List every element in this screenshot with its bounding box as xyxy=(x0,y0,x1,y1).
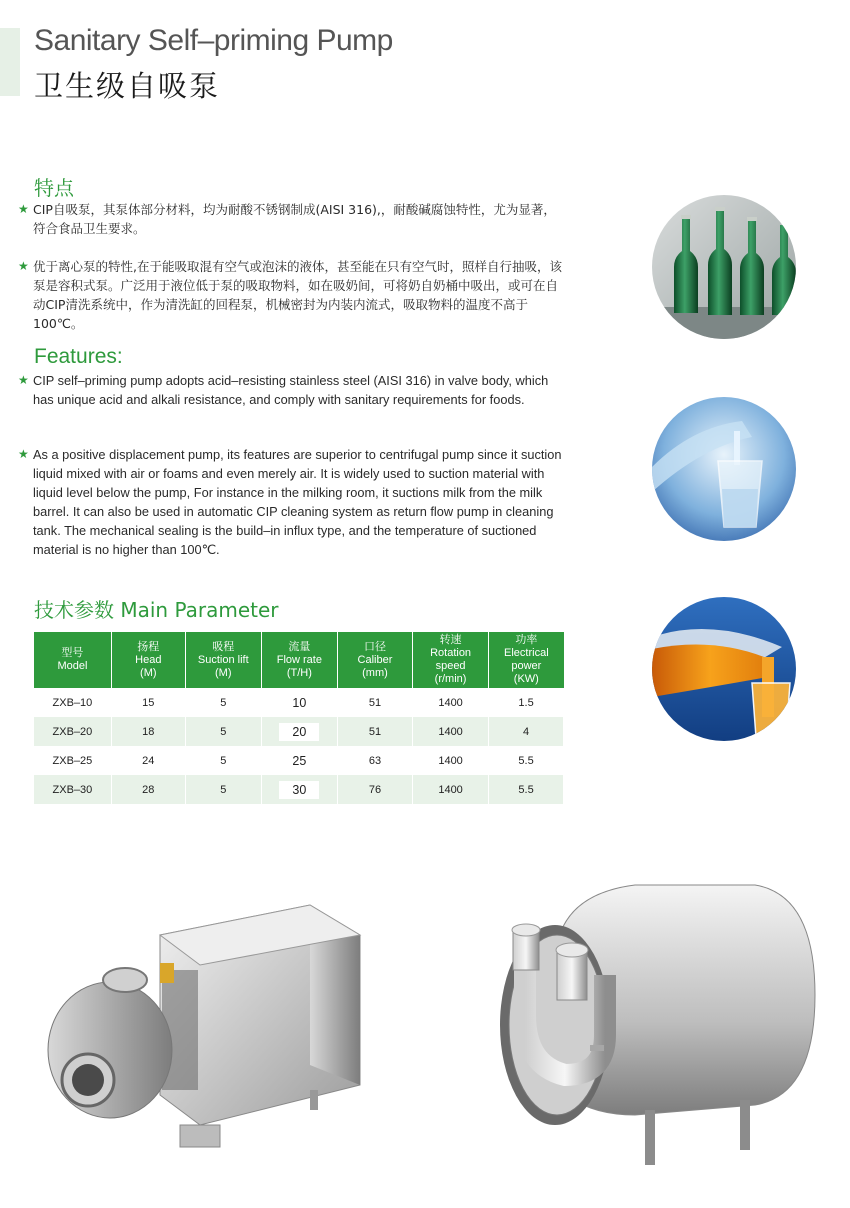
feature-en-item-1 xyxy=(18,371,568,409)
page-title-cn: 卫生级自吸泵 xyxy=(34,69,221,103)
cell-caliber: 51 xyxy=(337,688,412,717)
water-glass-photo xyxy=(652,397,796,541)
star-bullet-icon: ★ xyxy=(18,447,29,461)
cell-flow: 10 xyxy=(261,688,337,717)
green-bottles-photo xyxy=(652,195,796,339)
table-row xyxy=(34,688,564,717)
pump-side-photo xyxy=(495,875,820,1175)
feature-cn-text-2: 优于离心泵的特性,在于能吸取混有空气或泡沫的液体，甚至能在只有空气时，照样自行抽吸，该泵是容积式泵。广泛用于液位低于泵的吸取物料，如在吸奶间，可将奶自奶桶中吸出，或可在自动CIP清洗系统中，作为清洗缸的回程泵，机械密封为内装内流式，吸取物料的温度不高于100℃。 xyxy=(33,259,562,331)
cell-head: 15 xyxy=(111,688,185,717)
cell-rotation: 1400 xyxy=(412,717,488,746)
cell-power: 5.5 xyxy=(489,775,564,804)
star-bullet-icon: ★ xyxy=(18,373,29,387)
cell-rotation: 1400 xyxy=(412,775,488,804)
cell-caliber: 76 xyxy=(337,775,412,804)
col-header-power: 功率 Electrical power (KW) xyxy=(489,632,564,688)
feature-cn-item-2 xyxy=(18,257,568,333)
juice-pour-photo xyxy=(652,597,796,741)
star-bullet-icon: ★ xyxy=(18,259,29,273)
cell-suction: 5 xyxy=(185,746,261,775)
feature-en-item-2 xyxy=(18,445,568,559)
cell-head: 18 xyxy=(111,717,185,746)
cell-power: 4 xyxy=(489,717,564,746)
cell-power: 5.5 xyxy=(489,746,564,775)
col-header-caliber: 口径 Caliber (mm) xyxy=(337,632,412,688)
page-title-en: Sanitary Self–priming Pump xyxy=(34,24,393,57)
cell-suction: 5 xyxy=(185,688,261,717)
cell-model: ZXB–20 xyxy=(34,717,111,746)
cell-rotation: 1400 xyxy=(412,688,488,717)
feature-cn-item-1 xyxy=(18,200,568,238)
col-header-flow: 流量 Flow rate (T/H) xyxy=(261,632,337,688)
feature-en-text-1: CIP self–priming pump adopts acid–resisting stainless steel (AISI 316) in valve body, which has unique acid and alkali resistance, and comply with sanitary requirements for foods. xyxy=(33,373,549,407)
pump-front-photo xyxy=(40,875,370,1175)
table-row xyxy=(34,775,564,804)
cell-model: ZXB–25 xyxy=(34,746,111,775)
cell-rotation: 1400 xyxy=(412,746,488,775)
cell-suction: 5 xyxy=(185,717,261,746)
cell-caliber: 63 xyxy=(337,746,412,775)
cell-head: 28 xyxy=(111,775,185,804)
cell-flow: 20 xyxy=(261,717,337,746)
table-row xyxy=(34,746,564,775)
cell-model: ZXB–10 xyxy=(34,688,111,717)
table-header-row xyxy=(34,632,564,688)
col-header-suction: 吸程 Suction lift (M) xyxy=(185,632,261,688)
title-accent-bar xyxy=(0,28,20,96)
cell-caliber: 51 xyxy=(337,717,412,746)
star-bullet-icon: ★ xyxy=(18,202,29,216)
cell-flow: 25 xyxy=(261,746,337,775)
col-header-model: 型号 Model xyxy=(34,632,111,688)
features-cn-heading: 特点 xyxy=(34,176,74,200)
cell-model: ZXB–30 xyxy=(34,775,111,804)
features-en-heading: Features: xyxy=(34,345,123,368)
cell-flow: 30 xyxy=(261,775,337,804)
cell-suction: 5 xyxy=(185,775,261,804)
col-header-head: 扬程 Head (M) xyxy=(111,632,185,688)
parameter-table xyxy=(34,632,564,804)
cell-head: 24 xyxy=(111,746,185,775)
table-row xyxy=(34,717,564,746)
params-heading: 技术参数 Main Parameter xyxy=(34,598,279,622)
feature-cn-text-1: CIP自吸泵，其泵体部分材料，均为耐酸不锈钢制成(AISI 316),，耐酸碱腐蚀特性，尤为显著，符合食品卫生要求。 xyxy=(33,202,556,236)
feature-en-text-2: As a positive displacement pump, its features are superior to centrifugal pump since it suction liquid mixed with air or foams and even merely air. It is widely used to suction material with liquid level below the pump, For instance in the milking room, it suctions milk from the milk barrel. It can also be used in automatic CIP cleaning system as return flow pump in cleaning tank. The mechanical sealing is the build–in influx type, and the temperature of suctioned material is no higher than 100℃. xyxy=(33,447,562,557)
col-header-rotation: 转速 Rotation speed (r/min) xyxy=(412,632,488,688)
cell-power: 1.5 xyxy=(489,688,564,717)
